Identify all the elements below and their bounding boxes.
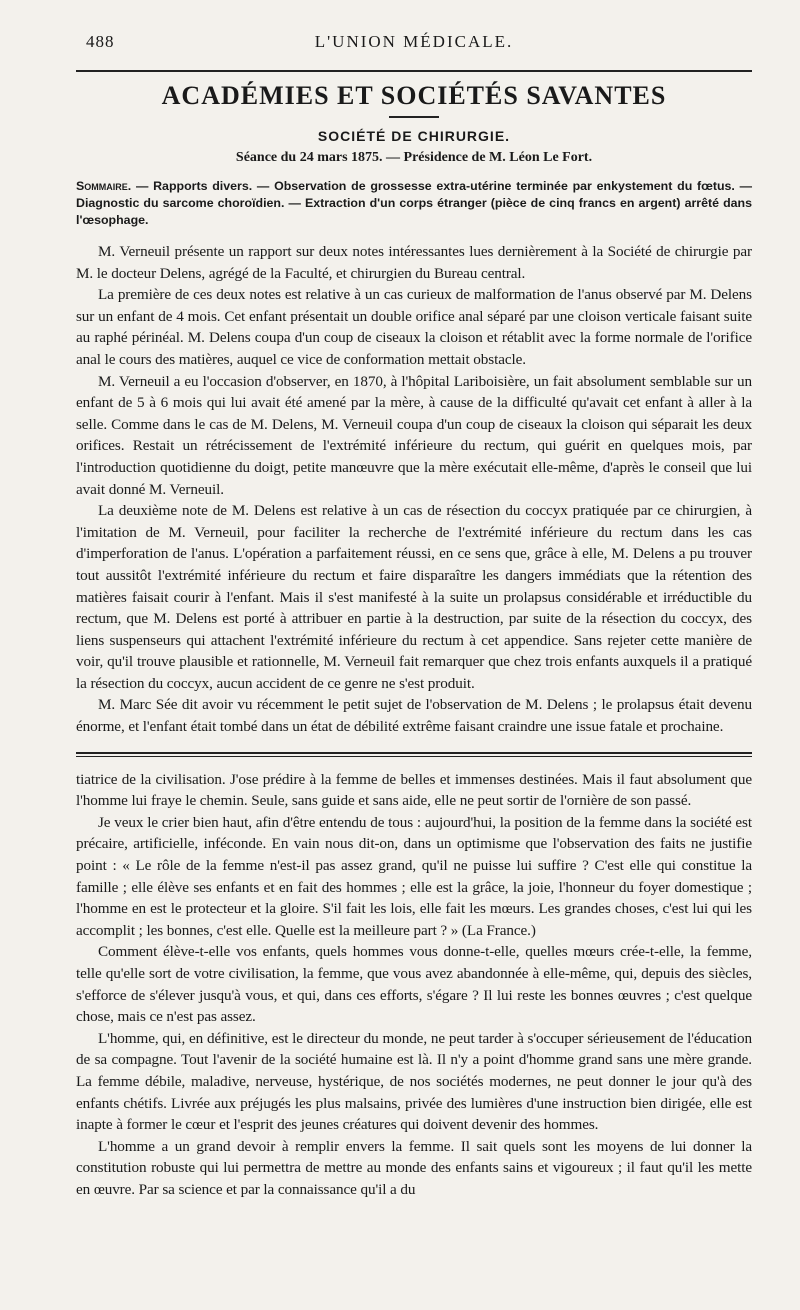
paragraph: M. Marc Sée dit avoir vu récemment le petit sujet de l'observation de M. Delens ; le prolapsus était devenu énorme, et l'enfant était tombé dans un état de débilité extrême faisant craindre une issue fatale et prochaine.: [76, 696, 752, 736]
paragraph: La première de ces deux notes est relative à un cas curieux de malformation de l'anus observé par M. Delens sur un enfant de 4 mois. Cet enfant présentait un double orifice anal séparé par une cloison verticale faisant suite au raphé périnéal. M. Delens coupa d'un coup de ciseaux la cloison et rétablit avec la forme normale de l'orifice anal le cours des matières, auquel ce vice de conformation mettait obstacle.: [76, 286, 752, 368]
paragraph: M. Verneuil présente un rapport sur deux notes intéressantes lues dernièrement à la Société de chirurgie par M. le docteur Delens, agrégé de la Faculté, et chirurgien du Bureau central.: [76, 243, 752, 282]
feuilleton-paragraph: L'homme a un grand devoir à remplir envers la femme. Il sait quels sont les moyens de lui donner la constitution robuste qui lui permettra de mettre au monde des enfants sains et vigoureux ; il faut qu'il les mette en œuvre. Par sa science et par la connaissance qu'il a du: [76, 1137, 752, 1198]
feuilleton-body: [76, 769, 752, 1201]
feuilleton-paragraph: Comment élève-t-elle vos enfants, quels hommes vous donne-t-elle, quelles mœurs crée-t-elle, la femme, telle qu'elle sort de votre civilisation, la femme, que vous avez abandonnée à elle-même, qui, depuis des siècles, s'efforce de s'élever jusqu'à vous, et qui, dans ces efforts, s'égare ? Il lui reste les bonnes œuvres ; c'est quelque chose, mais ce n'est pas assez.: [76, 943, 752, 1026]
header-rule: [76, 70, 752, 72]
journal-page: [76, 30, 752, 1201]
summary-text: — Rapports divers. — Observation de grossesse extra-utérine terminée par enkystement du fœtus. — Diagnostic du sarcome choroïdien. — Extraction d'un corps étranger (pièce de cinq francs en argent) arrêté dans l'œsophage.: [76, 179, 752, 227]
society-name: SOCIÉTÉ DE CHIRURGIE.: [317, 128, 511, 144]
feuilleton-separator: [76, 752, 752, 757]
session-info: Séance du 24 mars 1875. — Présidence de M. Léon Le Fort.: [235, 150, 593, 165]
report-body: [76, 241, 752, 738]
feuilleton-paragraph: L'homme, qui, en définitive, est le directeur du monde, ne peut tarder à s'occuper sérieusement de l'éducation de sa compagne. Tout l'avenir de la société humaine est là. Il n'y a point d'homme grand sans une mère grande. La femme débile, maladive, nerveuse, hystérique, de nos sociétés modernes, ne peut donner le jour qu'à des enfants chétifs. Livrée aux préjugés les plus malsains, privée des lumières d'une instruction bien dirigée, elle est inapte à former le cœur et l'esprit des jeunes créatures qui doivent devenir des hommes.: [76, 1029, 752, 1134]
journal-title: L'UNION MÉDICALE.: [314, 32, 514, 51]
paragraph: La deuxième note de M. Delens est relative à un cas de résection du coccyx pratiquée par ce chirurgien, à l'imitation de M. Verneuil, pour faciliter la recherche de l'extrémité inférieure du rectum dans les cas d'imperforation de l'anus. L'opération a parfaitement réussi, en ce sens que, grâce à elle, M. Delens a pu trouver tout aussitôt l'extrémité inférieure du rectum et faire disparaître les dangers immédiats que la rétention des matières faisait courir à l'enfant. Mais il s'est manifesté à la suite un prolapsus considérable et irréductible du rectum, que M. Delens est porté à attribuer en partie à la destruction, par suite de la résection du coccyx, des liens suspenseurs qui attachent l'extrémité inférieure du rectum à cet appendice. Sans rejeter cette manière de voir, qu'il trouve plausible et rationnelle, M. Verneuil fait remarquer que chez trois enfants auxquels il a pratiqué la résection du coccyx, aucun accident de ce genre ne s'est produit.: [76, 502, 752, 692]
page-number: 488: [86, 32, 115, 51]
title-rule: [389, 116, 439, 118]
summary: [76, 178, 752, 229]
section-title: ACADÉMIES ET SOCIÉTÉS SAVANTES: [161, 81, 667, 110]
feuilleton-paragraph: tiatrice de la civilisation. J'ose prédire à la femme de belles et immenses destinées. Mais il faut absolument que l'homme lui fraye le chemin. Seule, sans guide et sans aide, elle ne peut sortir de l'ornière de son passé.: [76, 770, 752, 810]
running-head: [76, 30, 752, 56]
summary-label: Sommaire.: [76, 179, 132, 193]
feuilleton-paragraph: Je veux le crier bien haut, afin d'être entendu de tous : aujourd'hui, la position de la femme dans la société est précaire, artificielle, inféconde. En vain nous dit-on, dans un optimisme que l'observation des faits ne justifie point : « Le rôle de la femme n'est-il pas assez grand, qu'il ne puisse lui suffire ? C'est elle qui constitue la famille ; elle élève ses enfants et en fait des hommes ; elle est la grâce, la joie, l'honneur du foyer domestique ; l'homme en est le protecteur et la gloire. S'il fait les lois, elle fait les mœurs. Les grandes choses, c'est lui qui les accomplit ; les bonnes, c'est elle. Quelle est la meilleure part ? » (La France.): [76, 813, 752, 939]
paragraph: M. Verneuil a eu l'occasion d'observer, en 1870, à l'hôpital Lariboisière, un fait absolument semblable sur un enfant de 5 à 6 mois qui lui avait été amené par la mère, à cause de la difficulté qu'avait cet enfant à aller à la selle. Comme dans le cas de M. Delens, M. Verneuil coupa d'un coup de ciseaux la cloison qui séparait les deux orifices. Restait un rétrécissement de l'extrémité inférieure du rectum, qui guérit en quelques mois, par l'introduction quotidienne du doigt, petite manœuvre que la mère exécutait elle-même, d'après le conseil que lui avait donné M. Verneuil.: [76, 372, 752, 498]
